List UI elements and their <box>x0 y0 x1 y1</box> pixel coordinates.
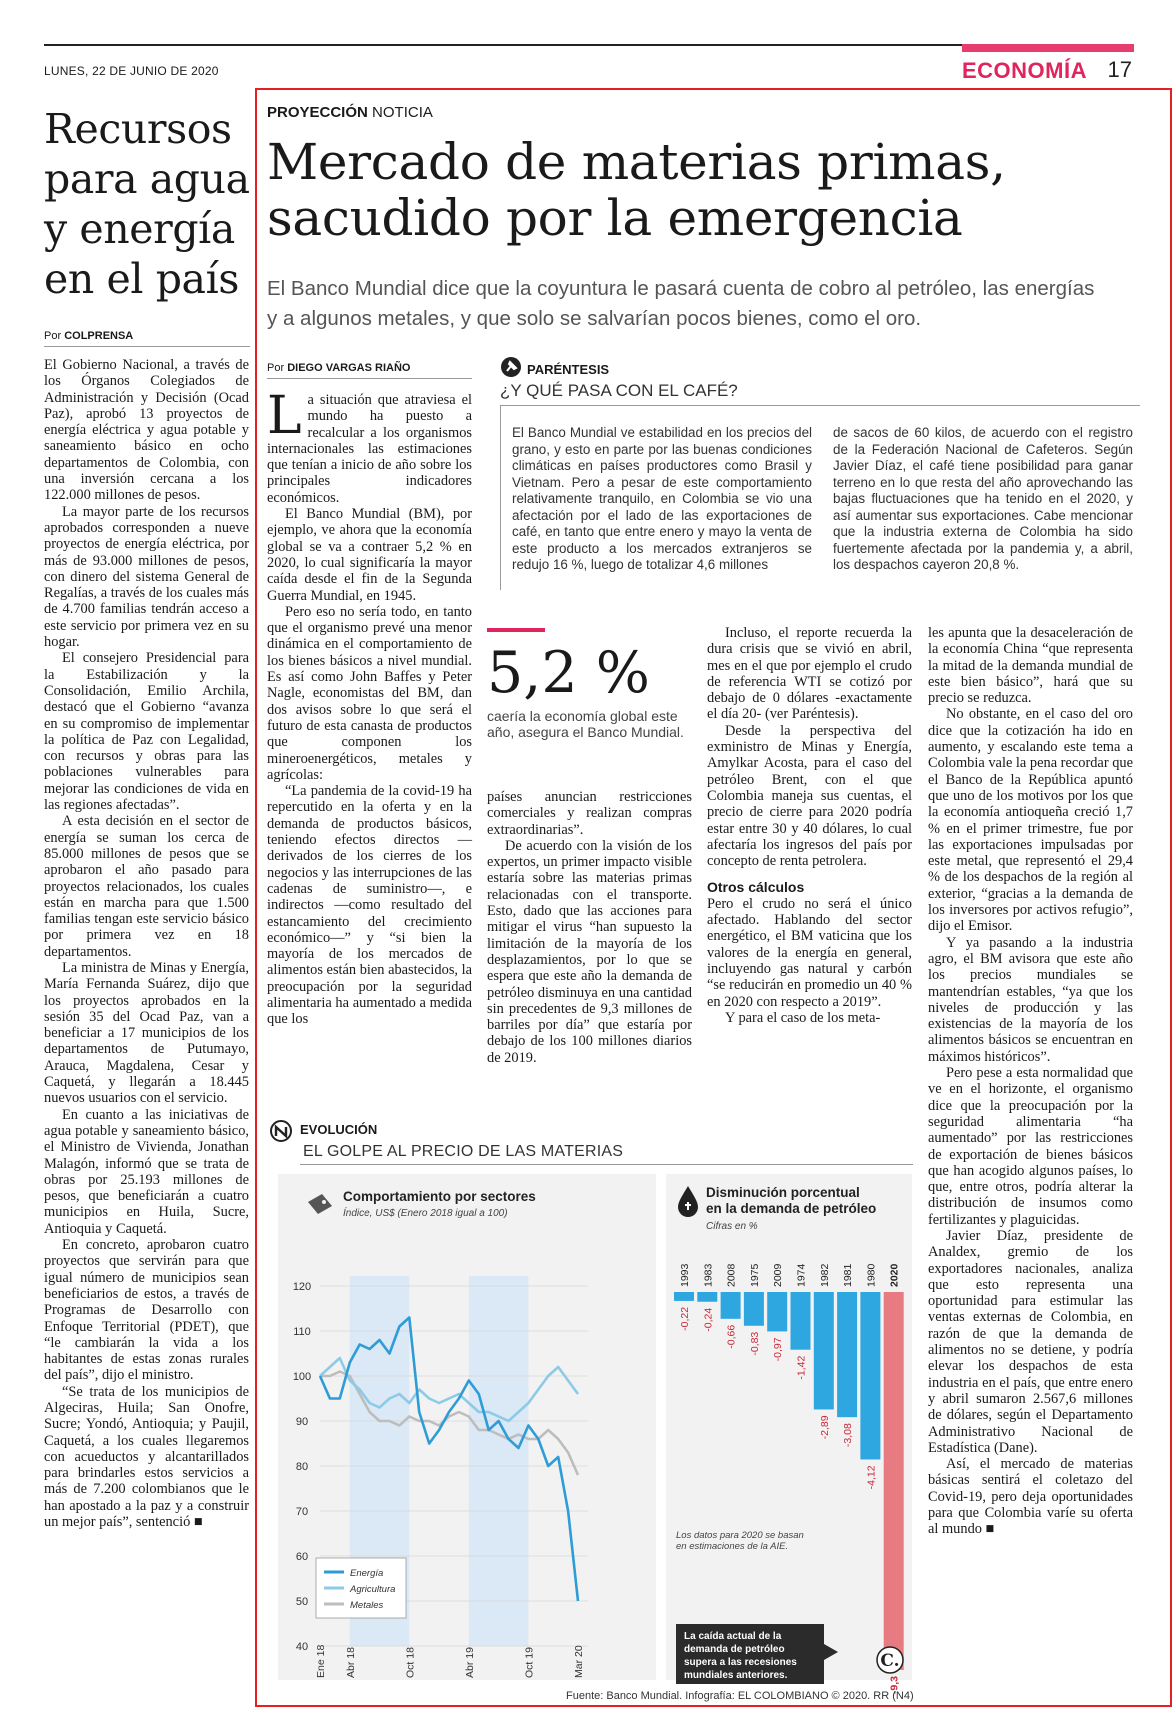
paragraph: “La pandemia de la covid-19 ha repercutido en la oferta y en la demanda de productos básicos, teniendo efectos directos —derivados de los cierres de los negocios y las interrupciones de las cadenas de suministro—, e indirectos —como resultado del estancamiento del crecimiento económico—” y “si bien la mayoría de los mercados de alimentos están bien abastecidos, la preocupación por la seguridad alimentaria ha aumentado a medida que los <box>267 783 473 1028</box>
main-col-3 <box>707 625 912 1026</box>
x-tick-label: Abr 18 <box>344 1647 357 1678</box>
bar-value-label: -0,24 <box>702 1307 715 1332</box>
el-colombiano-logo: C. <box>880 1651 900 1671</box>
bar-value-label: -9,3 <box>888 1676 901 1695</box>
bar-1983 <box>697 1292 717 1302</box>
paragraph: Así, el mercado de materias básicas sentirá el coletazo del Covid-19, pero deja oportunidades para que Colombia varíe su oferta al mundo ■ <box>928 1456 1133 1538</box>
y-tick-label: 60 <box>295 1551 309 1563</box>
paragraph: El Gobierno Nacional, a través de los Órganos Colegiados de Administración y Decisión (Ocad Paz), aprobó 13 proyectos de energía eléctrica y agua potable y saneamiento básico en ocho departamentos de Colombia, con una inversión cercana a los 122.000 millones de pesos. <box>44 357 249 504</box>
byline-prefix: Por <box>267 362 285 374</box>
x-tick-label: Mar 20 <box>573 1645 585 1678</box>
paragraph: En cuanto a las iniciativas de agua potable y saneamiento básico, el Ministro de Vivienda, Jonathan Malagón, informó que se trata de obras por 25.193 millones de pesos, que beneficiarán a cuatro municipios en Huila, Sucre, Antioquia y Caquetá. <box>44 1106 249 1237</box>
line-chart-title: Comportamiento por sectores <box>343 1189 536 1204</box>
line-chart-subtitle: Índice, US$ (Enero 2018 igual a 100) <box>343 1208 508 1219</box>
bar-2020 <box>884 1292 904 1670</box>
bar-category-label: 2020 <box>888 1263 901 1287</box>
bar-1981 <box>837 1292 857 1417</box>
paragraph: Javier Díaz, presidente de Analdex, gremio de los exportadores nacionales, analiza que esto representa una oportunidad para estimular las ventas externas de Colombia, en razón de que la demanda de alimentos no se detiene, y podría elevar los despachos de esta industria en el país, que entre enero y abril sumaron 2.567,6 millones de dólares, según el Departamento Administrativo Nacional de Estadística (Dane). <box>928 1227 1133 1456</box>
line-chart-legend <box>316 1558 406 1618</box>
parentesis-label: PARÉNTESIS <box>527 362 610 377</box>
main-col-4 <box>928 625 1133 1538</box>
main-byline <box>267 362 410 374</box>
pullquote-number: 5,2 % <box>487 640 650 706</box>
bar-chart-callout <box>676 1624 838 1684</box>
y-tick-label: 100 <box>292 1371 312 1383</box>
bar-category-label: 1981 <box>842 1263 855 1287</box>
issue-date: LUNES, 22 DE JUNIO DE 2020 <box>44 64 219 78</box>
paragraph: De acuerdo con la visión de los expertos, un primer impacto visible estaría sobre las materias primas relacionadas con el transporte. Esto, dado que las acciones para mitigar el virus “han supuesto la limitación de la mayoría de los desplazamientos, por lo que se espera que este año la demanda de petróleo disminuya en una cantidad sin precedentes de 9,3 millones de barriles por día” que estaría por debajo de los 100 millones diarios de 2019. <box>487 837 692 1066</box>
byline-author: COLPRENSA <box>64 330 134 342</box>
byline-author: DIEGO VARGAS RIAÑO <box>287 362 411 374</box>
shaded-period <box>469 1276 529 1646</box>
bar-chart <box>666 1174 912 1695</box>
bar-2009 <box>767 1292 787 1331</box>
bar-1980 <box>860 1292 880 1459</box>
x-tick-label: Abr 19 <box>463 1647 476 1678</box>
bar-category-label: 1982 <box>818 1263 831 1287</box>
byline-prefix: Por <box>44 330 62 342</box>
section-header <box>962 44 1134 83</box>
infographic-source: Fuente: Banco Mundial. Infografía: EL COLOMBIANO © 2020. RR (N4) <box>566 1690 914 1702</box>
paragraph: Y ya pasando a la industria agro, el BM avisora que este año los precios mundiales se mantendrían estables, “ya que los niveles de producción y las existencias de la mayoría de los alimentos básicos se encuentran en máximos históricos”. <box>928 934 1133 1065</box>
paragraph: No obstante, en el caso del oro dice que la cotización ha ido en aumento, y escalando este tema a Colombia vale la pena recordar que el Banco de la República apuntó que uno de los motivos por los que la economía antioqueña creció 1,7 % en el primer trimestre, fue por las exportaciones impulsadas por este metal, que representó el 29,4 % de los despachos de la región al exterior, “gracias a la demanda de los inversores por activos refugio”, dijo el Emisor. <box>928 706 1133 935</box>
bar-category-label: 2009 <box>772 1263 785 1287</box>
parentesis-question: ¿Y QUÉ PASA CON EL CAFÉ? <box>500 381 738 400</box>
bar-chart-subtitle: Cifras en % <box>706 1221 758 1232</box>
evolution-icon <box>270 1120 292 1142</box>
paragraph: En concreto, aprobaron cuatro proyectos que servirán para que igual número de municipios sean beneficiarios de estos, a través de Programas de Desarrollo con Enfoque Territorial (PDET), que “le cambiarán la vida a los habitantes de estas zonas rurales del país”, dijo el ministro. <box>44 1237 249 1384</box>
bar-1975 <box>744 1292 764 1326</box>
paragraph: les apunta que la desaceleración de la economía China “que representa la mitad de la demanda mundial de este bien básico”, hará que su precio se reduzca. <box>928 625 1133 707</box>
bar-category-label: 1980 <box>865 1263 878 1287</box>
bar-1993 <box>674 1292 694 1301</box>
bar-chart-title-1: Disminución porcentual <box>706 1185 860 1200</box>
section-name: ECONOMÍA <box>962 58 1087 83</box>
main-col-2 <box>487 789 692 1066</box>
paragraph: Incluso, el reporte recuerda la dura crisis que se vivió en abril, mes en el que por ejemplo el crudo de referencia WTI se cotizó por debajo de 0 dólares -exactamente el día 20- (ver Paréntesis). <box>707 625 912 723</box>
infographic-subtitle: EL GOLPE AL PRECIO DE LAS MATERIAS <box>303 1143 624 1160</box>
y-tick-label: 80 <box>295 1461 309 1473</box>
paragraph: Desde la perspectiva del exministro de Minas y Energía, Amylkar Acosta, para el caso del petróleo Brent, con el que Colombia maneja sus cuentas, el precio de cierre para 2020 podría estar entre 30 y 40 dólares, lo cual afectaría los ingresos del país por concepto de renta petrolera. <box>707 722 912 870</box>
left-article-body <box>44 357 249 1530</box>
paragraph: países anuncian restricciones comerciales y realizan compras extraordinarias”. <box>487 789 692 838</box>
pullquote-caption: caería la economía global este año, asegura el Banco Mundial. <box>487 708 684 740</box>
y-tick-label: 90 <box>295 1416 309 1428</box>
x-tick-label: Oct 18 <box>404 1647 417 1678</box>
y-tick-label: 40 <box>295 1641 309 1653</box>
byline-rule <box>267 378 472 379</box>
bar-value-label: -0,83 <box>748 1331 761 1356</box>
left-article-byline <box>44 330 133 342</box>
paragraph: Pero eso no sería todo, en tanto que el organismo prevé una menor dinámica en el comportamiento de los bienes básicos a nivel mundial. Es así como John Baffes y Peter Nagle, economistas del BM, dan dos avisos sobre lo que será el futuro de esta canasta de productos que componen los mineroenergéticos, metales y agrícolas: <box>267 603 472 783</box>
paragraph: La mayor parte de los recursos aprobados corresponden a nueve proyectos de energía eléctrica, por más de 93.000 millones de pesos, con dinero del sistema General de Regalías, a través de los cuales más de 4.700 familias tendrán acceso a este servicio por primera vez en su hogar. <box>44 503 249 651</box>
bar-1974 <box>791 1292 811 1350</box>
line-chart <box>278 1174 656 1680</box>
bar-category-label: 1983 <box>702 1263 715 1287</box>
paragraph: El Banco Mundial (BM), por ejemplo, ve ahora que la economía global se va a contraer 5,2 % en 2020, lo cual significaría la mayor caída desde el fin de la Segunda Guerra Mundial, en 1945. <box>267 506 472 604</box>
bar-1982 <box>814 1292 834 1409</box>
kicker <box>267 104 433 121</box>
parentesis-left-text: El Banco Mundial ve estabilidad en los precios del grano, y esto en parte por las buenas condiciones climáticas en países productores como Brasil y Vietnam. Pero a pesar de este comportamiento relativamente tranquilo, en Colombia se vio una afectación por el lado de las exportaciones de café, en tanto que entre enero y mayo la venta de este producto a los mercados extranjeros se redujo 16 %, luego de totalizar 4,6 millones <box>512 425 812 572</box>
bar-value-label: -2,89 <box>818 1415 831 1440</box>
paragraph: Y para el caso de los meta- <box>725 1009 881 1026</box>
y-tick-label: 50 <box>295 1596 309 1608</box>
bar-value-label: -4,12 <box>865 1465 878 1490</box>
bar-value-label: -1,42 <box>795 1355 808 1380</box>
bar-category-label: 2008 <box>725 1263 738 1287</box>
y-tick-label: 120 <box>292 1281 312 1293</box>
bar-chart-note: Los datos para 2020 se basan en estimaciones de la AIE. <box>676 1530 804 1552</box>
main-headline: Mercado de materias primas, sacudido por la emergencia <box>267 133 1006 247</box>
paragraph <box>267 386 472 506</box>
bar-category-label: 1975 <box>748 1263 761 1287</box>
paragraph: La ministra de Minas y Energía, María Fernanda Suárez, dijo que los proyectos aprobados en la sesión 35 del Ocad Paz, van a beneficiar a 17 municipios de los departamentos de Putumayo, Arauca, Magdalena, Cesar y Caquetá, y llegarán a 18.445 nuevos usuarios con el servicio. <box>44 959 249 1107</box>
main-col-1 <box>267 386 473 1028</box>
x-tick-label: Ene 18 <box>315 1644 327 1678</box>
paragraph: “Se trata de los municipios de Algeciras, Huila; San Onofre, Sucre; Yondó, Antioquia; y Paujil, Caquetá, a los cuales llegaremos con acueductos y alcantarillados para brindarles estos servicios a más de 7.200 colombianos que le han apostado a la paz y a construir un mejor país”, sentenció ■ <box>44 1383 249 1531</box>
dropcap: L <box>267 386 302 446</box>
left-rule <box>44 346 250 347</box>
subhead: Otros cálculos <box>707 879 805 896</box>
pullquote-rule <box>487 628 545 632</box>
y-tick-label: 110 <box>293 1326 311 1338</box>
y-tick-label: 70 <box>295 1506 309 1518</box>
pin-icon <box>500 356 522 378</box>
bar-value-label: -0,66 <box>725 1324 738 1349</box>
kicker-rest: NOTICIA <box>367 104 433 121</box>
bar-category-label: 1993 <box>679 1263 691 1287</box>
bar-value-label: -0,97 <box>772 1337 785 1362</box>
bar-value-label: -3,08 <box>842 1423 855 1448</box>
infographic-label: EVOLUCIÓN <box>300 1122 378 1137</box>
bar-2008 <box>721 1292 741 1319</box>
paragraph: Pero el crudo no será el único afectado. Hablando del sector energético, el BM vaticina que los valores de la energía en general, incluyendo gas natural y carbón “se reducirán en promedio un 40 % en 2020 con respecto a 2019”. <box>707 895 912 1010</box>
left-article-title: Recursos para agua y energía en el país <box>44 105 250 303</box>
deck: El Banco Mundial dice que la coyuntura le pasará cuenta de cobro al petróleo, las energías y a algunos metales, y que solo se salvarían pocos bienes, como el oro. <box>267 277 1095 330</box>
paragraph: El consejero Presidencial para la Estabilización y la Consolidación, Emilio Archila, destacó que el Gobierno “avanza en su compromiso de implementar la política de Paz con Legalidad, con recursos y obras para las poblaciones vulnerables para mejorar las condiciones de vida en las regiones afectadas”. <box>44 650 249 814</box>
paragraph: Pero pese a esta normalidad que ve en el horizonte, el organismo dice que la preocupación por la seguridad alimentaria “ha aumentado” por las restricciones de exportación de bienes básicos que han acogido algunos países, lo que, entre otros, podría alterar la distribución de insumos como fertilizantes y plaguicidas. <box>928 1065 1133 1228</box>
parentesis-side-rule <box>500 405 501 590</box>
legend-label: Metales <box>350 1600 384 1611</box>
page-number: 17 <box>1107 57 1132 82</box>
legend-label: Energía <box>350 1568 384 1579</box>
parentesis-right-text: de sacos de 60 kilos, de acuerdo con el registro de la Federación Nacional de Cafeteros. Según Javier Díaz, el café tiene posibilidad para ganar terreno en lo que resta del año aprovechando las bajas fluctuaciones que ha tenido en el 2020, y así aumentar sus exportaciones. Cabe mencionar que la industria externa de Colombia ha sido fuertemente afectada por la pandemia y, a abril, los despachos cayeron 20,8 %. <box>833 425 1133 572</box>
kicker-bold: PROYECCIÓN <box>267 104 368 121</box>
parentesis-rule <box>500 405 1140 406</box>
x-tick-label: Oct 19 <box>523 1647 536 1678</box>
bar-chart-title-2: en la demanda de petróleo <box>706 1201 877 1216</box>
infographic-rule <box>300 1164 913 1165</box>
bar-category-label: 1974 <box>795 1263 808 1287</box>
legend-label: Agricultura <box>350 1584 396 1595</box>
bar-value-label: -0,22 <box>679 1306 691 1331</box>
first-paragraph-text: a situación que atraviesa el mundo ha puesto a recalcular a los organismos internacionales las estimaciones que tenían a inicio de año sobre los principales indicadores económicos. <box>267 392 472 506</box>
svg-text:La caída actual de la de: La caída actual de la demanda de petróleo supera a las recesiones mundiales anteriores. <box>684 1631 797 1681</box>
paragraph: A esta decisión en el sector de energía se suman los cerca de 85.000 millones de pesos que se aprobaron el año pasado para proyectos relacionados, los cuales están en marcha para que 1.500 familias tengan este servicio básico por primera vez en 18 departamentos. <box>44 813 249 960</box>
